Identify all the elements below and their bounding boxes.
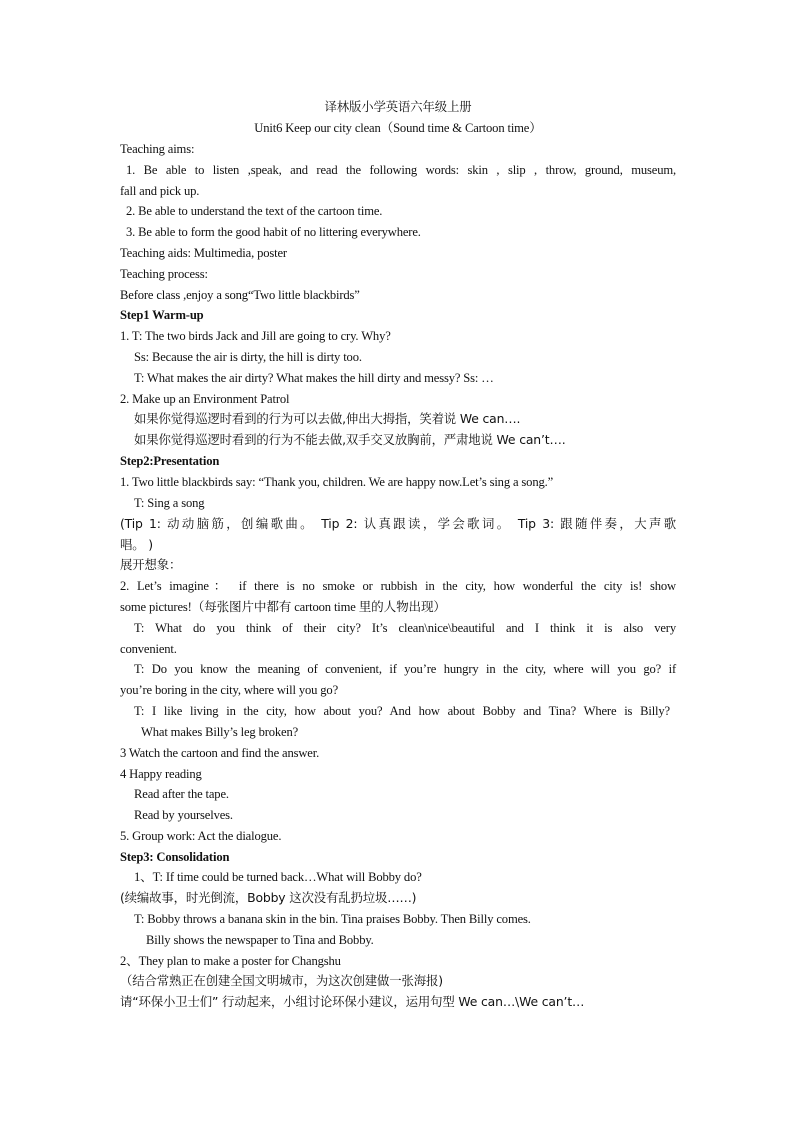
text-line: 1. Be able to listen ,speak, and read the following words: skin , slip , throw, ground, museum, <box>126 163 676 177</box>
text-line: T: Do you know the meaning of convenient, if you’re hungry in the city, where will you go? if <box>134 662 676 676</box>
text-line: T: I like living in the city, how about you? And how about Bobby and Tina? Where is Billy? <box>134 704 670 718</box>
text-line: Ss: Because the air is dirty, the hill is dirty too. <box>134 350 362 364</box>
text-line: Teaching aims: <box>120 142 195 156</box>
text-line: 1. T: The two birds Jack and Jill are going to cry. Why? <box>120 329 391 343</box>
text-line: T: Sing a song <box>134 496 205 510</box>
text-line: 5. Group work: Act the dialogue. <box>120 829 282 843</box>
text-line: 3 Watch the cartoon and find the answer. <box>120 746 320 760</box>
text-line: 展开想象： <box>120 557 182 572</box>
text-line: （结合常熟正在创建全国文明城市，为这次创建做一张海报) <box>120 973 443 988</box>
text-line: some pictures!（每张图片中都有 cartoon time 里的人物出现） <box>120 600 446 614</box>
text-line: Teaching aids: Multimedia, poster <box>120 246 287 260</box>
text-line: 2、They plan to make a poster for Changshu <box>120 954 341 968</box>
document-title: 译林版小学英语六年级上册 <box>324 99 472 114</box>
text-line: T: Bobby throws a banana skin in the bin. Tina praises Bobby. Then Billy comes. <box>134 912 531 926</box>
text-line: (Tip 1: 动动脑筋，创编歌曲。 Tip 2: 认真跟读，学会歌词。 Tip 3: 跟随伴奏，大声歌 <box>120 516 676 531</box>
text-line: Read after the tape. <box>134 787 229 801</box>
text-line: 如果你觉得巡逻时看到的行为可以去做,伸出大拇指，笑着说 We can…. <box>134 411 521 426</box>
text-line: 2. Be able to understand the text of the cartoon time. <box>126 204 383 218</box>
section-heading: Step1 Warm-up <box>120 308 204 322</box>
text-line: 2. Make up an Environment Patrol <box>120 392 290 406</box>
text-line: 唱。 ) <box>120 537 153 552</box>
text-line: T: What do you think of their city? It’s clean\nice\beautiful and I think it is also very <box>134 621 676 635</box>
text-line: Before class ,enjoy a song“Two little blackbirds” <box>120 288 360 302</box>
document-subtitle: Unit6 Keep our city clean（Sound time & Cartoon time） <box>254 121 542 135</box>
text-line: 4 Happy reading <box>120 767 202 781</box>
text-line: (续编故事，时光倒流，Bobby 这次没有乱扔垃圾……) <box>120 890 417 905</box>
text-line: you’re boring in the city, where will you go? <box>120 683 339 697</box>
text-line: 1、T: If time could be turned back…What will Bobby do? <box>134 870 422 884</box>
text-line: 请“环保小卫士们” 行动起来，小组讨论环保小建议，运用句型 We can…\We can’t… <box>120 994 585 1009</box>
text-line: Billy shows the newspaper to Tina and Bobby. <box>146 933 374 947</box>
section-heading: Step2:Presentation <box>120 454 220 468</box>
text-line: fall and pick up. <box>120 184 200 198</box>
text-line: Teaching process: <box>120 267 208 281</box>
section-heading: Step3: Consolidation <box>120 850 230 864</box>
text-line: 3. Be able to form the good habit of no littering everywhere. <box>126 225 421 239</box>
text-line: 2. Let’s imagine： if there is no smoke or rubbish in the city, how wonderful the city is! show <box>120 579 676 593</box>
text-line: What makes Billy’s leg broken? <box>141 725 299 739</box>
text-line: Read by yourselves. <box>134 808 233 822</box>
text-line: convenient. <box>120 642 177 656</box>
text-line: T: What makes the air dirty? What makes the hill dirty and messy? Ss: … <box>134 371 494 385</box>
text-line: 如果你觉得巡逻时看到的行为不能去做,双手交叉放胸前，严肃地说 We can’t…. <box>134 432 566 447</box>
text-line: 1. Two little blackbirds say: “Thank you, children. We are happy now.Let’s sing a song.” <box>120 475 554 489</box>
